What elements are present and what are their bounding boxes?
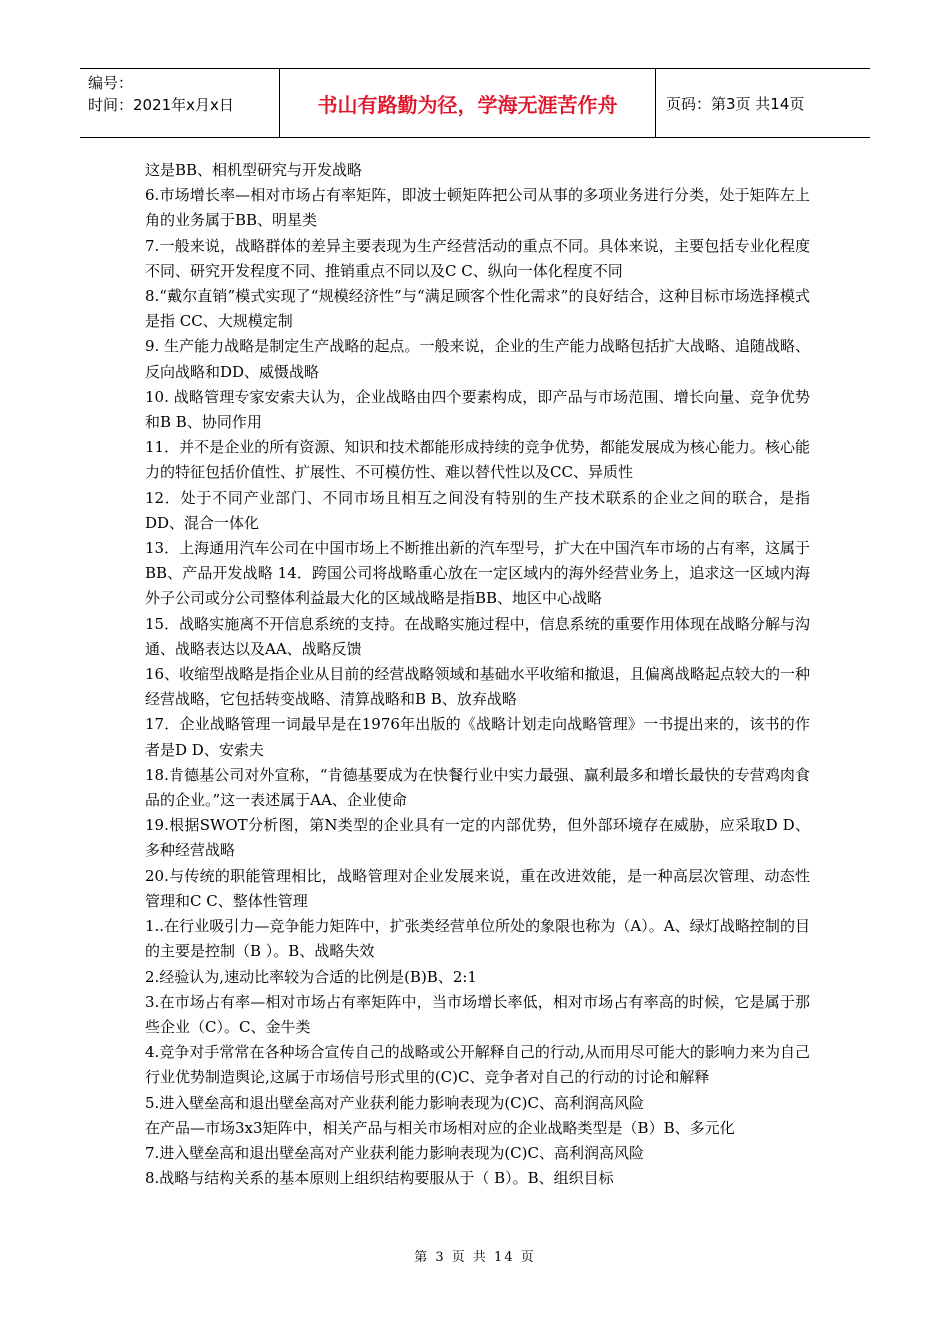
body-paragraph: 8.战略与结构关系的基本原则上组织结构要服从于（ B）。B、组织目标 <box>145 1169 614 1188</box>
body-paragraph: 18.肯德基公司对外宣称，“肯德基要成为在快餐行业中实力最强、赢利最多和增长最快的专营鸡肉食品的企业。”这一表述属于AA、企业使命 <box>145 765 810 810</box>
body-paragraph: 这是BB、相机型研究与开发战略 <box>145 161 363 179</box>
body-paragraph: 20.与传统的职能管理相比，战略管理对企业发展来说，重在改进效能，是一种高层次管理、动态性管理和C C、整体性管理 <box>145 866 810 910</box>
body-paragraph: 7.一般来说，战略群体的差异主要表现为生产经营活动的重点不同。具体来说，主要包括专业化程度不同、研究开发程度不同、推销重点不同以及C C、纵向一体化程度不同 <box>145 236 810 280</box>
body-paragraph: 3.在市场占有率—相对市场占有率矩阵中，当市场增长率低，相对市场占有率高的时候，它是属于那些企业（C）。C、金牛类 <box>145 992 810 1036</box>
header-motto: 书山有路勤为径，学海无涯苦作舟 <box>280 69 656 137</box>
body-paragraph: 17．企业战略管理一词最早是在1976年出版的《战略计划走向战略管理》一书提出来的，该书的作者是D D、安索夫 <box>145 715 810 759</box>
body-paragraph: 6.市场增长率—相对市场占有率矩阵，即波士顿矩阵把公司从事的多项业务进行分类，处于矩阵左上角的业务属于BB、明星类 <box>145 186 810 230</box>
body-paragraph: 19.根据SWOT分析图，第N类型的企业具有一定的内部优势，但外部环境存在威胁，应采取D D、多种经营战略 <box>145 816 810 860</box>
code-label: 编号： <box>88 74 134 92</box>
body-paragraph: 9. 生产能力战略是制定生产战略的起点。一般来说，企业的生产能力战略包括扩大战略、追随战略、反向战略和DD、威慑战略 <box>145 337 810 381</box>
body-paragraph: 16、收缩型战略是指企业从目前的经营战略领域和基础水平收缩和撤退，且偏离战略起点较大的一种经营战略，它包括转变战略、清算战略和B B、放弃战略 <box>145 665 810 709</box>
page-footer: 第 3 页 共 14 页 <box>414 1250 536 1265</box>
document-header <box>80 68 870 138</box>
header-page-info: 页码：第3页 共14页 <box>666 94 805 113</box>
body-paragraph: 8.“戴尔直销”模式实现了“规模经济性”与“满足顾客个性化需求”的良好结合，这种目标市场选择模式是指 CC、大规模定制 <box>145 287 810 331</box>
body-paragraph: 15．战略实施离不开信息系统的支持。在战略实施过程中，信息系统的重要作用体现在战略分解与沟通、战略表达以及AA、战略反馈 <box>145 614 810 658</box>
document-body <box>145 158 810 1191</box>
body-paragraph: 13．上海通用汽车公司在中国市场上不断推出新的汽车型号，扩大在中国汽车市场的占有率，这属于BB、产品开发战略 14．跨国公司将战略重心放在一定区域内的海外经营业务上，追求这一区域内海外子公司或分公司整体利益最大化的区域战略是指BB、地区中心战略 <box>145 539 810 608</box>
body-paragraph: 5.进入壁垒高和退出壁垒高对产业获利能力影响表现为(C)C、高利润高风险 <box>145 1093 644 1112</box>
body-paragraph: 2.经验认为,速动比率较为合适的比例是(B)B、2:1 <box>145 967 477 986</box>
header-meta <box>80 69 280 137</box>
body-paragraph: 在产品—市场3x3矩阵中，相关产品与相关市场相对应的企业战略类型是（B）B、多元化 <box>145 1118 735 1137</box>
body-paragraph: 10. 战略管理专家安索夫认为，企业战略由四个要素构成，即产品与市场范围、增长向量、竞争优势和B B、协同作用 <box>145 387 810 432</box>
body-paragraph: 12．处于不同产业部门、不同市场且相互之间没有特别的生产技术联系的企业之间的联合，是指DD、混合一体化 <box>145 488 810 532</box>
body-paragraph: 4.竞争对手常常在各种场合宣传自己的战略或公开解释自己的行动,从而用尽可能大的影响力来为自己行业优势制造舆论,这属于市场信号形式里的(C)C、竞争者对自己的行动的讨论和解释 <box>145 1043 810 1087</box>
date-label: 时间：2021年x月x日 <box>88 96 234 114</box>
body-paragraph: 7.进入壁垒高和退出壁垒高对产业获利能力影响表现为(C)C、高利润高风险 <box>145 1143 644 1162</box>
body-paragraph: 1..在行业吸引力—竞争能力矩阵中，扩张类经营单位所处的象限也称为（A）。A、绿灯战略控制的目的主要是控制（B ）。B、战略失效 <box>145 917 810 961</box>
body-paragraph: 11．并不是企业的所有资源、知识和技术都能形成持续的竞争优势，都能发展成为核心能力。核心能力的特征包括价值性、扩展性、不可模仿性、难以替代性以及CC、异质性 <box>145 438 810 482</box>
